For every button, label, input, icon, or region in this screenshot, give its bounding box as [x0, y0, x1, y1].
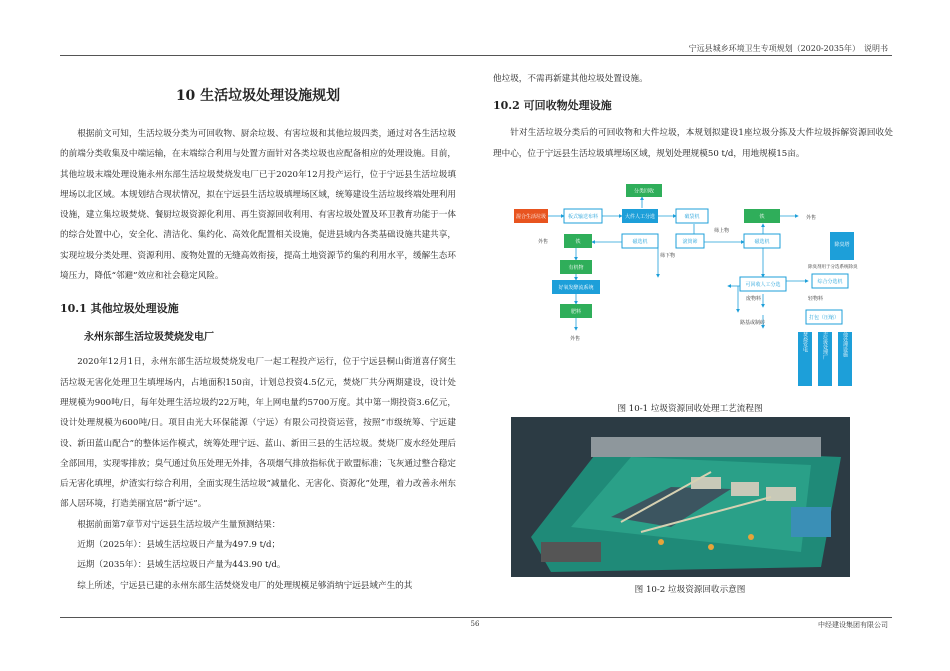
- long-term-line: 远期（2035年）：县域生活垃圾日产量为443.90 t/d。: [77, 560, 286, 571]
- subsection-title: 永州东部生活垃圾焚烧发电厂: [84, 332, 214, 344]
- label-outsell-left: 外售: [538, 239, 549, 245]
- node-mixed-waste: 混合生活垃圾: [515, 214, 547, 220]
- node-organic: 有机物: [568, 265, 584, 271]
- node-recycle: 分类回收: [633, 188, 655, 195]
- node-combined-sorter: 综合分选机: [817, 279, 843, 285]
- node-manual-sort: 大件人工分选: [624, 214, 656, 220]
- flow-nodes: [514, 184, 858, 386]
- forecast-paragraph: 根据前面第7章节对宁远县生活垃圾产生量预测结果：: [77, 519, 281, 530]
- node-fertilizer: 肥料: [570, 309, 582, 315]
- header-divider: [60, 55, 892, 56]
- section-title-10-1: 10.1 其他垃圾处理设施: [60, 302, 179, 316]
- label-over-sieve: 筛上物: [714, 228, 730, 234]
- conclusion-paragraph: 综上所述，宁远县已建的永州东部生活焚烧发电厂的处理规模足够消纳宁远县域产生的其: [77, 580, 413, 591]
- label-under-sieve: 筛下物: [660, 253, 676, 259]
- node-feeder: 板式输送布料: [567, 214, 599, 220]
- label-deodorant: 除臭剂用于分选系统除臭: [808, 265, 858, 270]
- footer-divider: [60, 617, 892, 618]
- label-landfill: 路基或制砖: [740, 320, 766, 326]
- node-kitchen-plant: 厨余垃圾处理厂: [822, 324, 828, 360]
- node-drum-screen: 滚筒筛: [682, 239, 698, 245]
- page-header: 宁远县城乡环境卫生专项规划（2020-2035年） 说明书: [688, 44, 888, 53]
- process-flowchart: [508, 182, 860, 394]
- node-magnet-left: 磁选机: [632, 239, 648, 245]
- continued-paragraph: 他垃圾，不需再新建其他垃圾处置设施。: [493, 74, 648, 84]
- intro-paragraph: 根据前文可知，生活垃圾分类为可回收物、厨余垃圾、有害垃圾和其他垃圾四类，通过对各生活垃圾的前端分类收集及中端运输，在末端综合利用与处置方面针对各类垃圾也应配备相应的处理设施。目前，其他垃圾末端处理设施永州东部生活垃圾焚烧发电厂已于2020年12月投产运行，位于宁远县生活垃圾填埋场以北区域。本规划结合现状情况，拟在宁远县生活垃圾填埋场区域，统筹建设生活垃圾终端处理利用设施，建立集垃圾焚烧、餐厨垃圾资源化利用、再生资源回收利用、有害垃圾处置及环卫教育功能于一体的综合处置中心，安全化、清洁化、集约化、高效化配置相关设施，促进县域内各类基础设施共建共享，实现垃圾分类处理、资源利用、废物处置的无缝高效衔接，提高土地资源节约集约利用水平，缓解生态环境压力，降低“邻避”效应和社会稳定风险。: [60, 129, 456, 282]
- chapter-title: 10 生活垃圾处理设施规划: [175, 88, 341, 104]
- node-deodor-tower: 除臭塔: [834, 242, 850, 248]
- node-magnet-right: 磁选机: [754, 239, 770, 245]
- node-incineration: 焚烧发电: [802, 332, 808, 352]
- right-column: [493, 69, 893, 164]
- near-term-line: 近期（2025年）：县域生活垃圾日产量为497.9 t/d；: [77, 540, 281, 551]
- recycling-facility-illustration: [511, 417, 850, 577]
- section-title-10-2: 10.2 可回收物处理设施: [493, 99, 612, 113]
- plant-paragraph: 2020年12月1日，永州东部生活垃圾焚烧发电厂一起工程投产运行，位于宁远县桐山街道喜仔窝生活垃圾无害化处理卫生填埋场内，占地面积150亩，计划总投资4.5亿元，焚烧厂共分两期建设，设计处理规模为900吨/日，每年处理生活垃圾约22万吨，年上网电量约5700万度。其中第一期投资3.6亿元，设计处理规模为600吨/日。项目由光大环保能源（宁远）有限公司投资运营，按照“市级统筹、宁远建设、新田蓝山配合”的整体运作模式，统筹处理宁远、蓝山、新田三县的生活垃圾。焚烧厂废水经处理后全部回用，实现零排放；臭气通过负压处理无外排，各项烟气排放指标优于欧盟标准；飞灰通过整合稳定后无害化填埋，炉渣实行综合利用，全面实现生活垃圾“减量化、无害化、资源化”处理，着力改善永州东部人居环境，打造美丽宜居“新宁远”。: [60, 357, 456, 510]
- node-other-facility: 其他处理设施: [842, 327, 848, 357]
- figure-10-1-caption: 图 10-1 垃圾资源回收处理工艺流程图: [617, 404, 763, 414]
- figure-10-2-caption: 图 10-2 垃圾资源回收示意图: [634, 585, 746, 595]
- node-recycle-manual: 可回收人工分选: [745, 282, 781, 288]
- page-number: 56: [470, 620, 480, 628]
- recycling-paragraph: 针对生活垃圾分类后的可回收物和大件垃圾，本规划拟建设1座垃圾分拣及大件垃圾拆解资源回收处理中心，位于宁远县生活垃圾填埋场区域，规划处理规模50 t/d，用地规模15亩。: [493, 128, 893, 159]
- footer-organization: 中经建设集团有限公司: [818, 621, 888, 629]
- label-light-material: 轻物料: [808, 296, 824, 302]
- node-bag-breaker: 破袋机: [684, 214, 700, 220]
- node-iron-left: 铁: [575, 239, 581, 245]
- label-outsell-bottom: 外售: [570, 336, 581, 342]
- left-column: [60, 80, 456, 596]
- label-outsell-right: 外售: [806, 215, 817, 221]
- label-waste-material: 废物料: [746, 296, 762, 302]
- node-iron-right: 铁: [759, 214, 765, 220]
- node-compost: 好氧发酵流系统: [558, 285, 594, 291]
- node-press: 打包（压缩）: [808, 315, 840, 321]
